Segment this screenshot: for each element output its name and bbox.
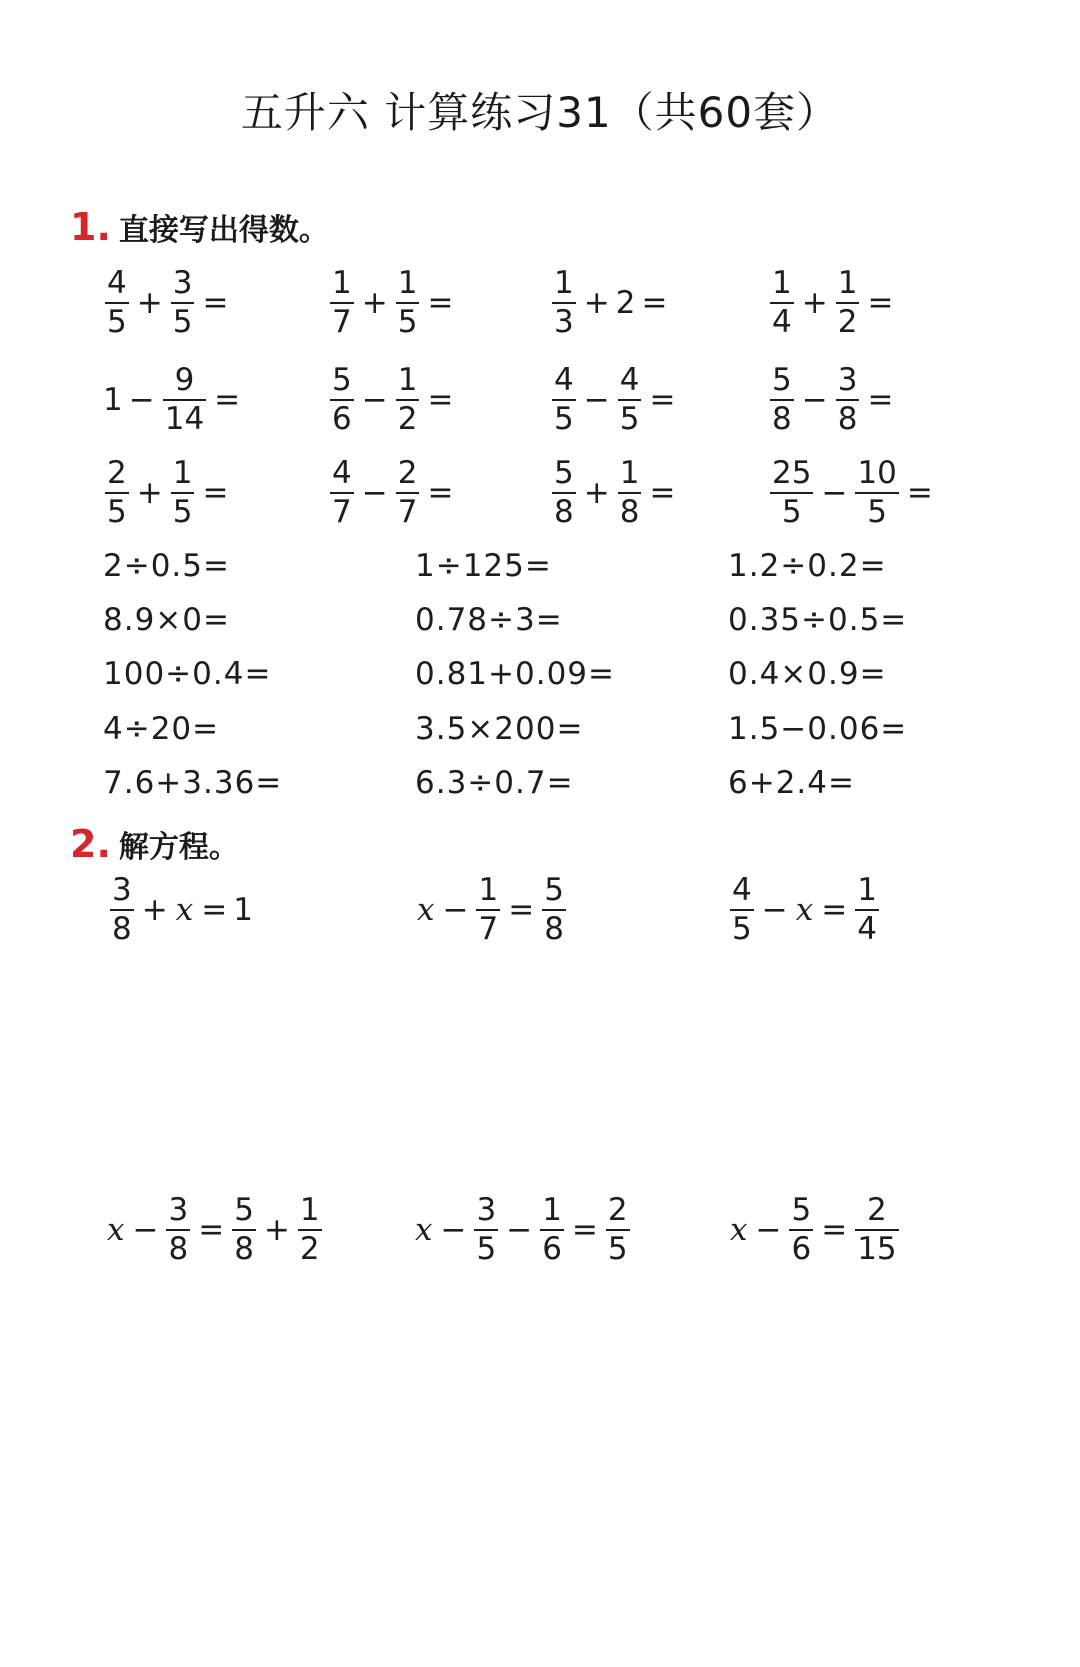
fraction (552, 265, 576, 340)
fraction (855, 455, 898, 530)
fraction-problem (103, 362, 246, 437)
denominator: 8 (168, 1231, 189, 1267)
decimal-problem: 0.81+0.09= (415, 656, 615, 692)
operator: − (128, 382, 155, 418)
fraction (552, 362, 576, 437)
fraction (476, 872, 500, 947)
numerator: 10 (857, 455, 897, 491)
equals-sign: = (427, 475, 454, 511)
denominator: 7 (397, 494, 418, 530)
section-2-label: 解方程。 (118, 830, 239, 865)
denominator: 5 (867, 494, 888, 530)
fraction (105, 455, 129, 530)
decimal-problem: 2÷0.5= (103, 548, 230, 584)
denominator: 2 (837, 304, 858, 340)
decimal-problem: 0.35÷0.5= (728, 602, 908, 638)
fraction (110, 872, 134, 947)
operator: − (761, 892, 788, 928)
denominator: 2 (397, 401, 418, 437)
operator: − (506, 1212, 533, 1248)
fraction-problem (768, 455, 939, 530)
equation-3 (728, 872, 881, 947)
equals-sign: = (821, 892, 848, 928)
decimal-problem: 8.9×0= (103, 602, 230, 638)
denominator: 8 (554, 494, 574, 530)
decimal-problem: 0.4×0.9= (728, 656, 887, 692)
decimal-problem: 1.2÷0.2= (728, 548, 887, 584)
equation-4 (105, 1192, 324, 1267)
fraction (618, 455, 642, 530)
numerator: 1 (619, 455, 640, 491)
fraction (105, 265, 129, 340)
equals-sign: = (201, 892, 228, 928)
operator: + (263, 1212, 290, 1248)
equation-2 (415, 872, 568, 947)
variable-x: x (795, 892, 814, 928)
fraction (770, 455, 813, 530)
denominator: 8 (544, 911, 564, 947)
denominator: 5 (781, 494, 802, 530)
fraction (836, 362, 860, 437)
fraction-problem (328, 455, 459, 530)
fraction (789, 1192, 813, 1267)
operator: − (801, 382, 828, 418)
operator: + (136, 475, 163, 511)
decimal-problem: 7.6+3.36= (103, 765, 283, 801)
denominator: 5 (607, 1231, 628, 1267)
decimal-problem: 0.78÷3= (415, 602, 563, 638)
numerator: 2 (607, 1192, 628, 1228)
numerator: 4 (554, 362, 574, 398)
page-title: 五升六 计算练习31（共60套） (240, 88, 840, 137)
equals-sign: = (427, 382, 454, 418)
denominator: 3 (554, 304, 574, 340)
section-1-heading (70, 205, 329, 249)
operator: − (440, 1212, 467, 1248)
variable-x: x (175, 892, 194, 928)
denominator: 5 (476, 1231, 497, 1267)
fraction (298, 1192, 322, 1267)
equals-sign: = (641, 285, 668, 321)
numerator: 4 (732, 872, 752, 908)
denominator: 6 (332, 401, 352, 437)
numerator: 3 (112, 872, 132, 908)
numerator: 5 (332, 362, 352, 398)
equals-sign: = (571, 1212, 598, 1248)
numerator: 5 (791, 1192, 812, 1228)
equals-sign: = (649, 475, 676, 511)
fraction (171, 455, 195, 530)
fraction-problem (768, 362, 899, 437)
numerator: 1 (857, 872, 877, 908)
numerator: 2 (397, 455, 418, 491)
denominator: 8 (619, 494, 640, 530)
numerator: 4 (107, 265, 127, 301)
fraction (855, 1192, 898, 1267)
numerator: 9 (174, 362, 195, 398)
numerator: 1 (397, 265, 418, 301)
numerator: 2 (867, 1192, 887, 1228)
denominator: 15 (857, 1231, 897, 1267)
numerator: 3 (172, 265, 193, 301)
numerator: 1 (172, 455, 193, 491)
fraction (396, 265, 420, 340)
equals-sign: = (906, 475, 933, 511)
denominator: 7 (332, 494, 352, 530)
fraction-problem (103, 265, 234, 340)
fraction (232, 1192, 256, 1267)
denominator: 8 (837, 401, 858, 437)
decimal-problem: 3.5×200= (415, 711, 584, 747)
decimal-problem: 6+2.4= (728, 765, 855, 801)
denominator: 5 (172, 494, 193, 530)
operator: + (583, 285, 610, 321)
operator: − (755, 1212, 782, 1248)
fraction-problem (550, 362, 681, 437)
denominator: 5 (554, 401, 574, 437)
denominator: 5 (107, 304, 127, 340)
numerator: 5 (544, 872, 564, 908)
operator: − (361, 475, 388, 511)
numerator: 1 (397, 362, 418, 398)
operator: − (361, 382, 388, 418)
variable-x: x (415, 1212, 433, 1248)
denominator: 7 (332, 304, 352, 340)
denominator: 8 (234, 1231, 254, 1267)
variable-x: x (107, 1212, 125, 1248)
denominator: 5 (732, 911, 752, 947)
section-2-number: 2. (70, 822, 111, 866)
numerator: 1 (332, 265, 352, 301)
decimal-problem: 1÷125= (415, 548, 552, 584)
equals-sign: = (867, 285, 894, 321)
denominator: 6 (791, 1231, 812, 1267)
equals-sign: = (202, 285, 229, 321)
numerator: 1 (478, 872, 499, 908)
operator: + (583, 475, 610, 511)
decimal-problem: 6.3÷0.7= (415, 765, 574, 801)
numerator: 3 (168, 1192, 189, 1228)
numerator: 5 (772, 362, 792, 398)
decimal-problem: 1.5−0.06= (728, 711, 908, 747)
operator: + (136, 285, 163, 321)
operator: + (141, 892, 168, 928)
equals-sign: = (198, 1212, 225, 1248)
numerator: 4 (332, 455, 352, 491)
numerator: 1 (542, 1192, 562, 1228)
equals-sign: = (202, 475, 229, 511)
operator: − (821, 475, 848, 511)
fraction (855, 872, 879, 947)
denominator: 2 (299, 1231, 320, 1267)
numerator: 1 (299, 1192, 320, 1228)
fraction-problem (550, 455, 681, 530)
fraction (330, 362, 354, 437)
equals-sign: = (508, 892, 535, 928)
whole-number: 2 (615, 285, 636, 321)
operator: − (132, 1212, 159, 1248)
denominator: 5 (172, 304, 193, 340)
section-1-number: 1. (70, 205, 111, 249)
equation-5 (413, 1192, 632, 1267)
numerator: 1 (554, 265, 574, 301)
equals-sign: = (867, 382, 894, 418)
fraction (396, 455, 420, 530)
fraction (540, 1192, 564, 1267)
fraction-problem (550, 265, 673, 340)
denominator: 4 (857, 911, 877, 947)
operator: − (583, 382, 610, 418)
variable-x: x (730, 1212, 748, 1248)
variable-x: x (417, 892, 435, 928)
numerator: 1 (772, 265, 792, 301)
fraction (171, 265, 195, 340)
fraction-problem (328, 265, 459, 340)
fraction (618, 362, 642, 437)
denominator: 8 (772, 401, 792, 437)
numerator: 25 (772, 455, 812, 491)
fraction (166, 1192, 190, 1267)
right-hand-side: 1 (233, 892, 253, 928)
fraction (730, 872, 754, 947)
section-1-label: 直接写出得数。 (118, 213, 329, 248)
denominator: 5 (619, 401, 640, 437)
equals-sign: = (427, 285, 454, 321)
numerator: 5 (234, 1192, 254, 1228)
equation-6 (728, 1192, 901, 1267)
fraction-problem (768, 265, 899, 340)
numerator: 2 (107, 455, 127, 491)
fraction (552, 455, 576, 530)
equals-sign: = (649, 382, 676, 418)
denominator: 6 (542, 1231, 562, 1267)
operator: + (361, 285, 388, 321)
fraction-problem (103, 455, 234, 530)
denominator: 8 (112, 911, 132, 947)
numerator: 1 (837, 265, 858, 301)
decimal-problem: 4÷20= (103, 711, 220, 747)
fraction (330, 265, 354, 340)
section-2-heading (70, 822, 239, 866)
denominator: 7 (478, 911, 499, 947)
fraction (474, 1192, 498, 1267)
denominator: 4 (772, 304, 792, 340)
equation-1 (108, 872, 253, 947)
equals-sign: = (821, 1212, 848, 1248)
denominator: 5 (107, 494, 127, 530)
denominator: 14 (164, 401, 205, 437)
fraction (542, 872, 566, 947)
fraction (606, 1192, 630, 1267)
fraction (770, 265, 794, 340)
numerator: 5 (554, 455, 574, 491)
operator: + (801, 285, 828, 321)
fraction (836, 265, 860, 340)
fraction (396, 362, 420, 437)
denominator: 5 (397, 304, 418, 340)
fraction (770, 362, 794, 437)
numerator: 4 (619, 362, 640, 398)
fraction-problem (328, 362, 459, 437)
numerator: 3 (837, 362, 858, 398)
equals-sign: = (214, 382, 241, 418)
whole-number: 1 (103, 382, 123, 418)
fraction (330, 455, 354, 530)
numerator: 3 (476, 1192, 497, 1228)
decimal-problem: 100÷0.4= (103, 656, 272, 692)
operator: − (442, 892, 469, 928)
fraction (163, 362, 206, 437)
